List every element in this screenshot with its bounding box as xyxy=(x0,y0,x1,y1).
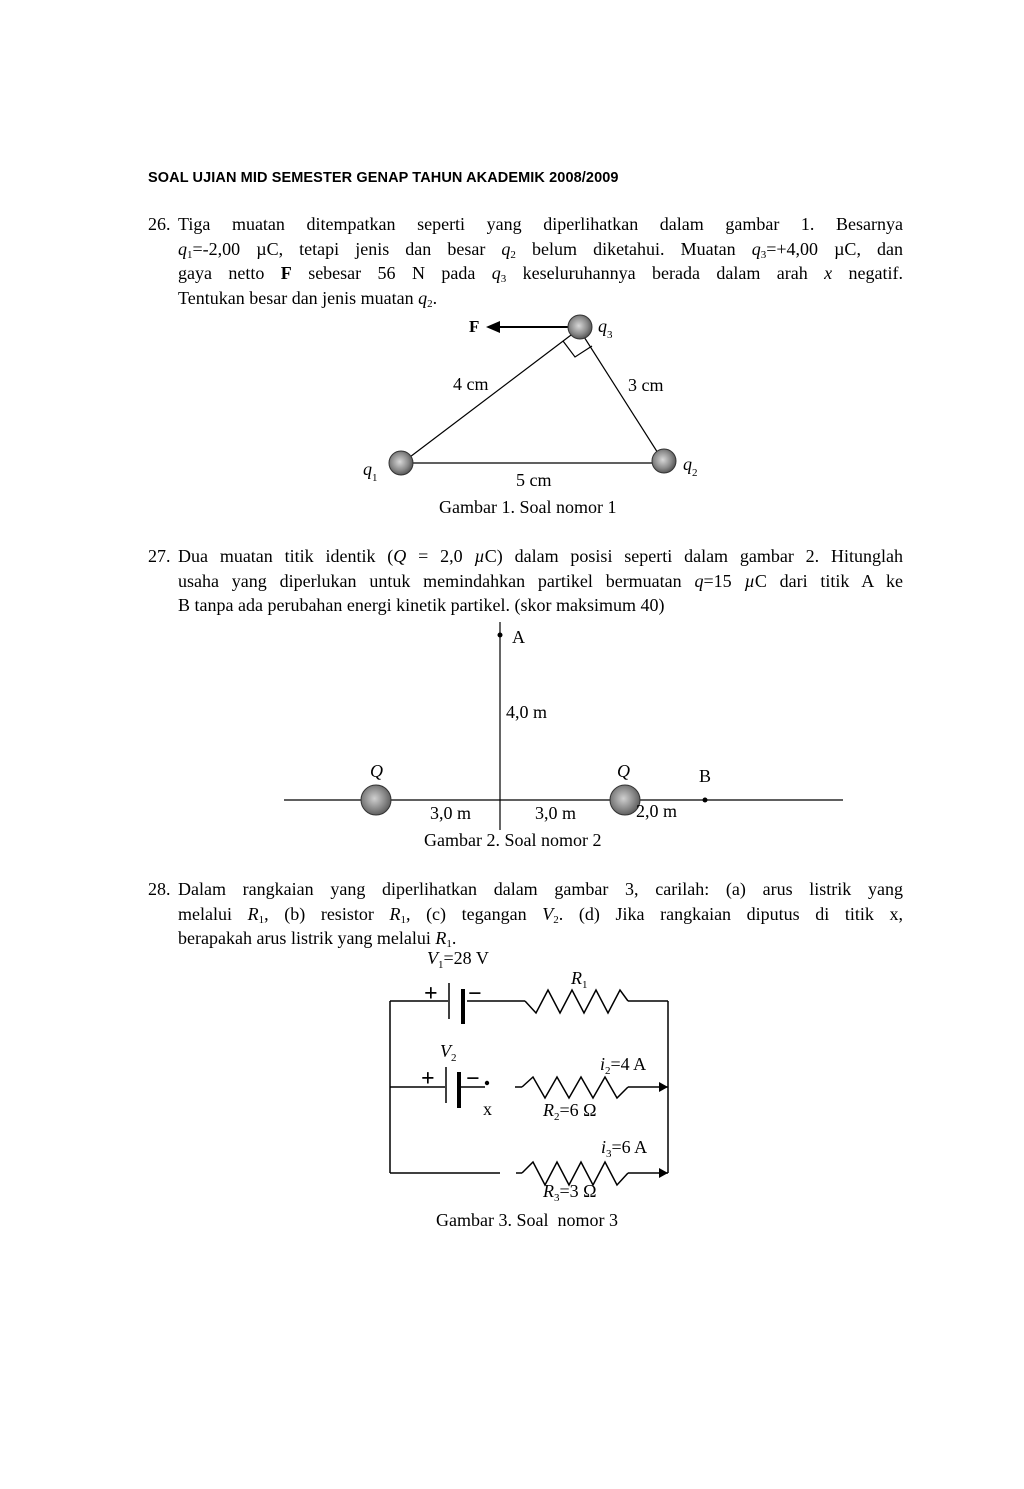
question-number: 28. xyxy=(148,879,171,899)
label-i3: $i_3=6$ A xyxy=(601,1137,648,1160)
q2-label: $q_2$ xyxy=(683,454,698,479)
figure-3-caption: Gambar 3. Soal nomor 3 xyxy=(436,1210,618,1230)
q28-line-1: Dalam rangkaian yang diperlihatkan dalam gambar 3, carilah: (a) arus listrik yang xyxy=(178,879,903,899)
label-left-distance: 3,0 m xyxy=(430,803,472,823)
battery-V2 xyxy=(446,1067,459,1108)
q26-line-4: Tentukan besar dan jenis muatan $q_2$. xyxy=(178,287,438,310)
label-i2: $i_2=4$ A xyxy=(600,1054,647,1077)
q27-line-2: usaha yang diperlukan untuk memindahkan partikel bermuatan q=15 µC dari titik A ke xyxy=(178,570,904,591)
minus-sign-V2: − xyxy=(466,1066,480,1092)
label-Q-left: Q xyxy=(370,761,383,781)
q26-line-2: $q_1=-2,00$ µC, tetapi jenis dan besar $q_2$ belum diketahui. Muatan $q_3=+4,00$ µC, dan xyxy=(178,238,904,261)
q26-line-3: gaya netto F sebesar 56 N pada $q_3$ keseluruhannya berada dalam arah x negatif. xyxy=(178,263,904,285)
q27-line-1: Dua muatan titik identik (Q = 2,0 µC) dalam posisi seperti dalam gambar 2. Hitunglah xyxy=(178,546,904,566)
q26-line-1: Tiga muatan ditempatkan seperti yang diperlihatkan dalam gambar 1. Besarnya xyxy=(178,214,903,234)
plus-sign-V2: + xyxy=(421,1066,435,1092)
label-A: A xyxy=(512,627,525,647)
label-Q-right: Q xyxy=(617,761,630,781)
label-B: B xyxy=(699,766,712,786)
current-arrow-i3 xyxy=(659,1168,668,1178)
battery-V1 xyxy=(449,983,463,1024)
document-header: SOAL UJIAN MID SEMESTER GENAP TAHUN AKADEMIK 2008/2009 xyxy=(148,170,619,186)
plus-sign-V1: + xyxy=(424,981,438,1007)
figure-1-caption: Gambar 1. Soal nomor 1 xyxy=(439,497,617,517)
side-label-5cm: 5 cm xyxy=(516,470,552,490)
label-R2: $R_2=6$ Ω xyxy=(543,1100,597,1123)
label-vertical-distance: 4,0 m xyxy=(506,702,548,722)
label-R3: $R_3=3$ Ω xyxy=(543,1181,597,1204)
q1-label: $q_1$ xyxy=(363,459,378,484)
side-label-3cm: 3 cm xyxy=(628,375,664,395)
question-number: 26. xyxy=(148,214,171,234)
label-R1: $R_1$ xyxy=(571,968,588,991)
q3-label: $q_3$ xyxy=(598,316,613,341)
question-number: 27. xyxy=(148,546,171,566)
label-V2: $V_2$ xyxy=(440,1041,457,1064)
q28-line-3: berapakah arus listrik yang melalui $R_1$. xyxy=(178,928,457,950)
label-right-distance: 3,0 m xyxy=(535,803,577,823)
current-arrow-i2 xyxy=(659,1082,668,1092)
q28-line-2: melalui $R_1$, (b) resistor $R_1$, (c) tegangan $V_2$. (d) Jika rangkaian diputus di titik x, xyxy=(178,903,904,926)
force-label: F xyxy=(469,317,480,336)
resistor-R2 xyxy=(522,1077,628,1098)
resistor-R1 xyxy=(525,990,628,1013)
q27-line-3: B tanpa ada perubahan energi kinetik partikel. (skor maksimum 40) xyxy=(178,595,665,615)
break-point-x xyxy=(485,1081,489,1085)
label-x: x xyxy=(483,1099,492,1119)
label-V1: $V_1=28$ V xyxy=(427,948,489,971)
side-label-4cm: 4 cm xyxy=(453,374,489,394)
label-QB-distance: 2,0 m xyxy=(636,801,678,821)
figure-2-caption: Gambar 2. Soal nomor 2 xyxy=(424,830,602,850)
minus-sign-V1: − xyxy=(468,981,482,1007)
